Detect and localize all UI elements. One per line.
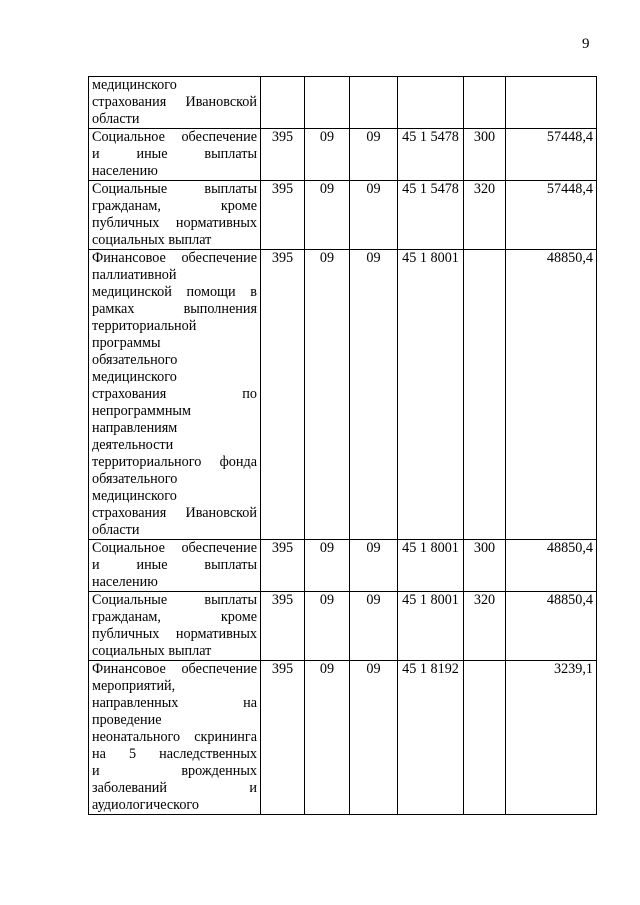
table-row	[89, 661, 597, 815]
target-article-cell: 45 1 8001	[398, 250, 464, 540]
table-row	[89, 540, 597, 592]
expense-name-line: гражданам, кроме	[92, 198, 257, 214]
target-article-cell: 45 1 8001	[398, 592, 464, 661]
admin-code-cell: 395	[261, 661, 305, 815]
section-code-cell: 09	[305, 129, 350, 181]
subsection-code-cell: 09	[350, 181, 398, 250]
expense-name-line: направленных на	[92, 695, 257, 711]
expense-name-line: направлениям	[92, 420, 178, 436]
amount-cell	[506, 77, 597, 129]
subsection-code-cell: 09	[350, 129, 398, 181]
expense-name-line: неонатального скрининга	[92, 729, 257, 745]
expense-name-line: Социальные выплаты	[92, 181, 257, 197]
expense-name-line: страхования Ивановской	[92, 94, 257, 110]
target-article-cell: 45 1 5478	[398, 129, 464, 181]
expense-name-cell	[89, 181, 261, 250]
expense-name-line: Финансовое обеспечение	[92, 250, 257, 266]
target-article-cell: 45 1 8192	[398, 661, 464, 815]
subsection-code-cell: 09	[350, 661, 398, 815]
expense-name-line: на 5 наследственных	[92, 746, 257, 762]
target-article-cell	[398, 77, 464, 129]
amount-cell: 48850,4	[506, 540, 597, 592]
amount-cell: 3239,1	[506, 661, 597, 815]
subsection-code-cell: 09	[350, 250, 398, 540]
expense-name-line: проведение	[92, 712, 162, 728]
expense-name-line: социальных выплат	[92, 232, 212, 248]
expense-name-cell	[89, 250, 261, 540]
expense-name-line: Финансовое обеспечение	[92, 661, 257, 677]
section-code-cell	[305, 77, 350, 129]
admin-code-cell: 395	[261, 250, 305, 540]
table-row	[89, 250, 597, 540]
target-article-cell: 45 1 8001	[398, 540, 464, 592]
budget-table-body	[89, 77, 597, 815]
expense-name-cell	[89, 592, 261, 661]
expense-name-line: территориального фонда	[92, 454, 257, 470]
expense-name-line: и иные выплаты	[92, 557, 257, 573]
expense-type-cell	[464, 77, 506, 129]
expense-name-line: рамках выполнения	[92, 301, 257, 317]
section-code-cell: 09	[305, 661, 350, 815]
table-row	[89, 592, 597, 661]
expense-name-line: непрограммным	[92, 403, 191, 419]
amount-cell: 48850,4	[506, 250, 597, 540]
table-row	[89, 129, 597, 181]
budget-table	[88, 76, 597, 815]
expense-name-line: страхования по	[92, 386, 257, 402]
expense-name-line: населению	[92, 163, 158, 179]
expense-name-cell	[89, 540, 261, 592]
subsection-code-cell: 09	[350, 540, 398, 592]
expense-name-cell	[89, 129, 261, 181]
expense-name-cell	[89, 661, 261, 815]
admin-code-cell: 395	[261, 129, 305, 181]
expense-name-line: заболеваний и	[92, 780, 257, 796]
subsection-code-cell	[350, 77, 398, 129]
expense-name-line: и иные выплаты	[92, 146, 257, 162]
section-code-cell: 09	[305, 181, 350, 250]
expense-type-cell	[464, 661, 506, 815]
amount-cell: 57448,4	[506, 181, 597, 250]
expense-name-line: гражданам, кроме	[92, 609, 257, 625]
expense-name-line: и врожденных	[92, 763, 257, 779]
expense-type-cell: 300	[464, 129, 506, 181]
amount-cell: 48850,4	[506, 592, 597, 661]
expense-name-line: обязательного	[92, 352, 178, 368]
admin-code-cell: 395	[261, 181, 305, 250]
expense-name-cell	[89, 77, 261, 129]
expense-name-line: социальных выплат	[92, 643, 212, 659]
expense-name-line: медицинского	[92, 77, 177, 93]
expense-name-line: деятельности	[92, 437, 174, 453]
table-row	[89, 77, 597, 129]
expense-name-line: Социальное обеспечение	[92, 540, 257, 556]
expense-type-cell: 300	[464, 540, 506, 592]
expense-name-line: медицинского	[92, 488, 177, 504]
admin-code-cell: 395	[261, 540, 305, 592]
subsection-code-cell: 09	[350, 592, 398, 661]
expense-name-line: программы	[92, 335, 161, 351]
expense-name-line: Социальные выплаты	[92, 592, 257, 608]
expense-name-line: обязательного	[92, 471, 178, 487]
amount-cell: 57448,4	[506, 129, 597, 181]
target-article-cell: 45 1 5478	[398, 181, 464, 250]
page-number: 9	[582, 36, 590, 52]
expense-name-line: медицинского	[92, 369, 177, 385]
section-code-cell: 09	[305, 592, 350, 661]
expense-name-line: публичных нормативных	[92, 215, 257, 231]
expense-name-line: аудиологического	[92, 797, 199, 813]
expense-name-line: территориальной	[92, 318, 197, 334]
expense-name-line: населению	[92, 574, 158, 590]
admin-code-cell: 395	[261, 592, 305, 661]
expense-name-line: медицинской помощи в	[92, 284, 257, 300]
table-row	[89, 181, 597, 250]
expense-type-cell	[464, 250, 506, 540]
expense-name-line: мероприятий,	[92, 678, 176, 694]
expense-name-line: Социальное обеспечение	[92, 129, 257, 145]
section-code-cell: 09	[305, 540, 350, 592]
expense-name-line: страхования Ивановской	[92, 505, 257, 521]
expense-name-line: паллиативной	[92, 267, 177, 283]
section-code-cell: 09	[305, 250, 350, 540]
expense-name-line: области	[92, 522, 140, 538]
expense-name-line: области	[92, 111, 140, 127]
admin-code-cell	[261, 77, 305, 129]
expense-type-cell: 320	[464, 181, 506, 250]
expense-name-line: публичных нормативных	[92, 626, 257, 642]
expense-type-cell: 320	[464, 592, 506, 661]
